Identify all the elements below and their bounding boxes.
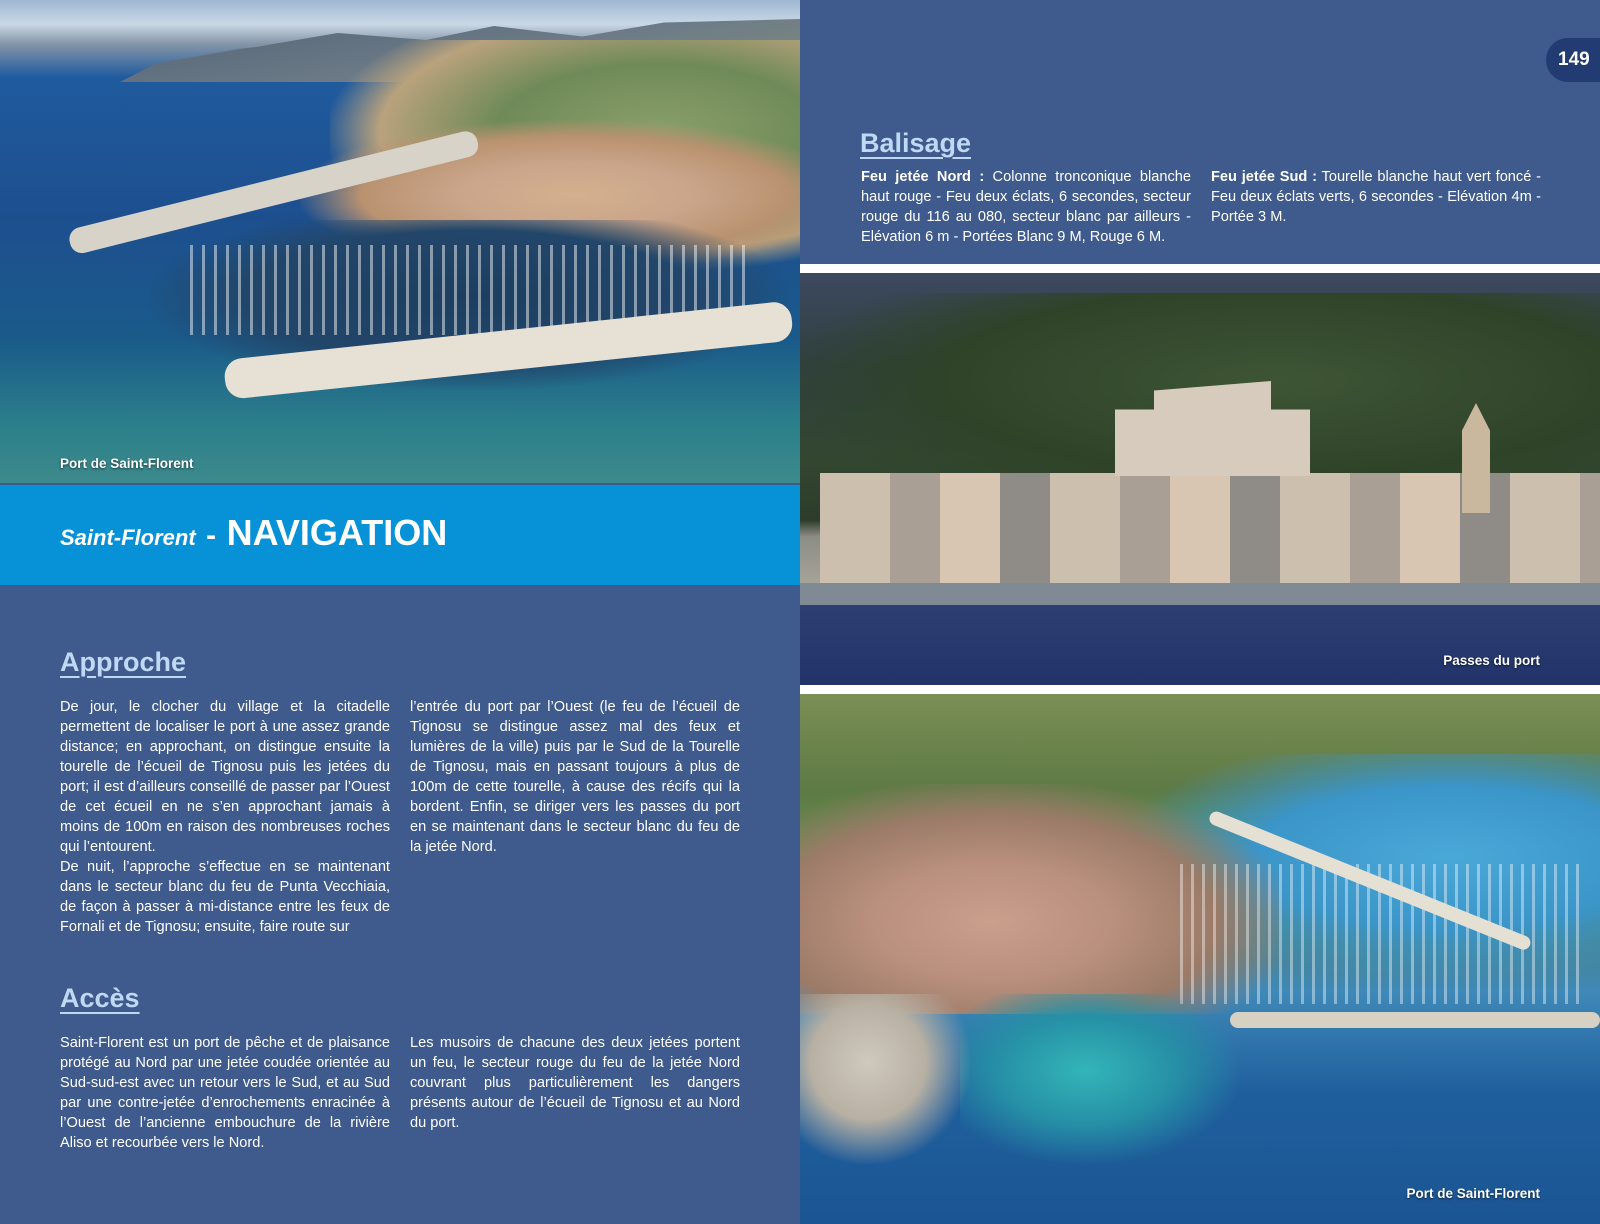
breakwater [1230, 1012, 1600, 1028]
heading-balisage: Balisage [860, 128, 972, 158]
page-number: 149 [1546, 38, 1600, 82]
caption-bottom-right: Port de Saint-Florent [1406, 1186, 1540, 1201]
title-separator: - [206, 519, 217, 552]
heading-approche: Approche [60, 647, 187, 677]
acces-column-1 [60, 1033, 390, 1153]
north-light-text: Colonne tronconique blanche haut rouge - Feu deux éclats, 6 secondes, secteur rouge du 116 au 080, secteur blanc par ailleurs - Elévation 6 m - Portées Blanc 9 M, Rouge 6 M. [861, 169, 1192, 245]
quay [800, 583, 1600, 605]
acces-description: Saint-Florent est un port de pêche et de plaisance protégé au Nord par une jetée coudée orientée au Sud-sud-est avec un retour vers le Sud, et au Sud par une contre-jetée d’enrochements enracinée à l’Ouest de l’ancienne embouchure de la rivière Aliso et recourbée vers le Nord. [60, 1035, 390, 1151]
approche-column-2 [410, 697, 740, 857]
approche-column-1 [60, 697, 390, 937]
acces-column-2 [410, 1033, 740, 1133]
heading-acces: Accès [60, 983, 140, 1013]
rocky-shore [800, 994, 970, 1164]
caption-middle-right: Passes du port [1443, 653, 1540, 668]
north-light-label: Feu jetée Nord : [861, 169, 985, 185]
photo-harbour-entrance [800, 273, 1600, 685]
approche-night-paragraph: De nuit, l’approche s’effectue en se maintenant dans le secteur blanc du feu de Punta Vecchiaia, de façon à passer à mi-distance entre les feux de Fornali et de Tignosu; ensuite, faire route sur [60, 859, 390, 935]
south-light-label: Feu jetée Sud : [1211, 169, 1317, 185]
separator-middle [800, 685, 1600, 694]
photo-port-aerial-south [800, 694, 1600, 1224]
title-place: Saint-Florent [60, 525, 196, 550]
south-light-text: Tourelle blanche haut vert foncé - Feu deux éclats verts, 6 secondes - Elévation 4m - Portée 3 M. [1211, 169, 1541, 225]
caption-top-left: Port de Saint-Florent [60, 456, 194, 471]
title-main: NAVIGATION [226, 512, 448, 553]
separator-top [800, 264, 1600, 273]
acces-lights: Les musoirs de chacune des deux jetées portent un feu, le secteur rouge du feu de la jetée Nord couvrant plus particulièrement les dangers présents autour de l’écueil de Tignosu et au Nord du port. [410, 1035, 740, 1131]
balisage-south-light [1211, 167, 1541, 227]
approche-day-paragraph: De jour, le clocher du village et la citadelle permettent de localiser le port à une assez grande distance; en approchant, on distingue ensuite la tourelle de l’écueil de Tignosu puis les jetées du port; il est d’ailleurs conseillé de passer par l’Ouest de cet écueil en ne s’en approchant jamais à moins de 100m en raison des nombreuses roches qui l’entourent. [60, 699, 390, 855]
shallow-water [960, 994, 1240, 1164]
balisage-north-light [861, 167, 1191, 247]
photo-port-aerial [0, 0, 800, 483]
approche-continuation: l’entrée du port par l’Ouest (le feu de l’écueil de Tignosu se distingue assez mal des feux et lumières de la ville) puis par le Sud de la Tourelle de Tignosu, mais en passant toujours à plus de 100m de cette tourelle, à cause des récifs qui la bordent. Enfin, se diriger vers les passes du port en se maintenant dans le secteur blanc du feu de la jetée Nord. [410, 699, 740, 855]
sea [800, 605, 1600, 685]
page-title [60, 512, 447, 554]
